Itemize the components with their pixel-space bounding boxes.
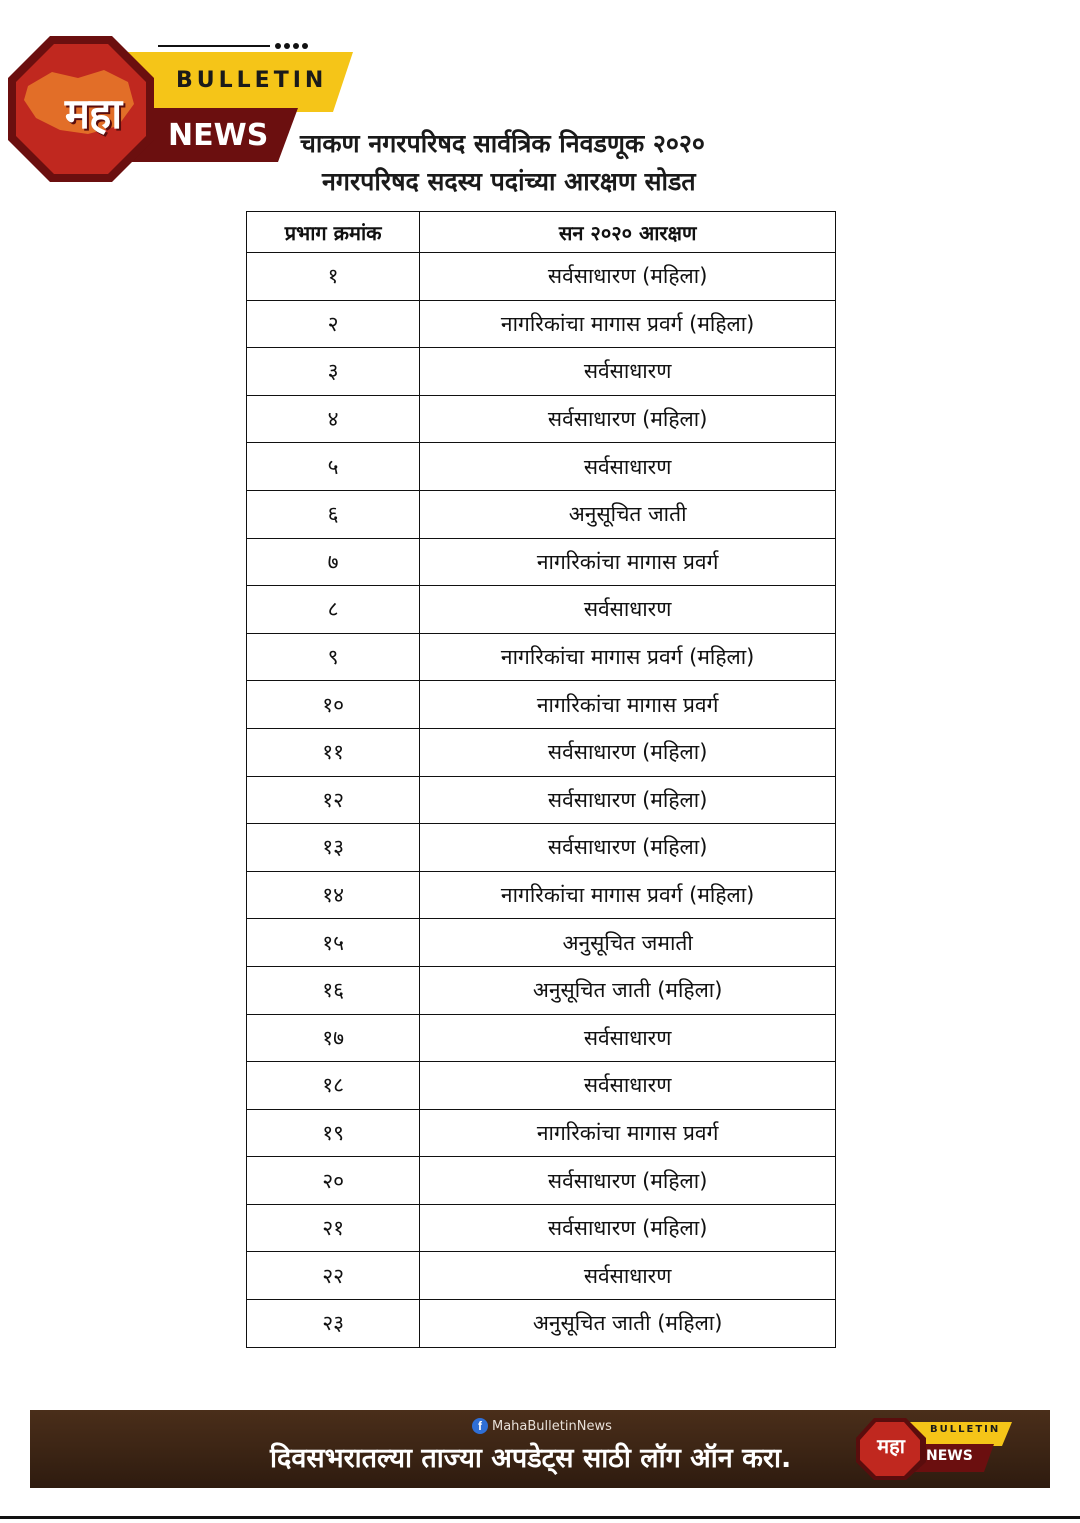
ward-number-cell: १० [247,681,420,729]
reservation-cell: सर्वसाधारण [420,443,836,491]
reservation-cell: नागरिकांचा मागास प्रवर्ग [420,1109,836,1157]
page-subtitle: नगरपरिषद सदस्य पदांच्या आरक्षण सोडत [322,167,696,196]
footer-logo-bulletin: BULLETIN [930,1424,1001,1435]
reservation-table [246,211,836,1348]
table-row [247,1252,836,1300]
footer-logo [856,1416,1016,1482]
ward-number-cell: १८ [247,1062,420,1110]
table-row [247,300,836,348]
ward-number-cell: १ [247,253,420,301]
reservation-cell: सर्वसाधारण [420,348,836,396]
reservation-cell: सर्वसाधारण (महिला) [420,395,836,443]
reservation-cell: अनुसूचित जाती (महिला) [420,1300,836,1348]
ward-number-cell: ६ [247,490,420,538]
ward-number-cell: ४ [247,395,420,443]
table-row [247,586,836,634]
ward-number-cell: २१ [247,1204,420,1252]
reservation-cell: सर्वसाधारण (महिला) [420,253,836,301]
ward-number-cell: १५ [247,919,420,967]
reservation-cell: अनुसूचित जाती (महिला) [420,966,836,1014]
table-row [247,1204,836,1252]
table-row [247,1062,836,1110]
table-row [247,348,836,396]
logo-maha-text: महा [64,89,122,138]
ward-number-cell: १२ [247,776,420,824]
header-reservation: सन २०२० आरक्षण [420,212,836,253]
table-row [247,728,836,776]
reservation-cell: नागरिकांचा मागास प्रवर्ग (महिला) [420,300,836,348]
table-row [247,919,836,967]
ward-number-cell: ८ [247,586,420,634]
facebook-icon: f [472,1418,488,1434]
reservation-cell: अनुसूचित जाती [420,490,836,538]
ward-number-cell: ९ [247,633,420,681]
reservation-cell: नागरिकांचा मागास प्रवर्ग (महिला) [420,871,836,919]
table-row [247,253,836,301]
ward-number-cell: १७ [247,1014,420,1062]
ward-number-cell: ७ [247,538,420,586]
ward-number-cell: १९ [247,1109,420,1157]
table-row [247,1109,836,1157]
reservation-cell: सर्वसाधारण [420,586,836,634]
ward-number-cell: १६ [247,966,420,1014]
table-row [247,776,836,824]
ward-number-cell: १४ [247,871,420,919]
reservation-cell: सर्वसाधारण [420,1252,836,1300]
reservation-cell: अनुसूचित जमाती [420,919,836,967]
footer-message: दिवसभरातल्या ताज्या अपडेट्स साठी लॉग ऑन करा. [270,1443,792,1474]
table-row [247,538,836,586]
footer-banner [30,1410,1050,1488]
table-row [247,1014,836,1062]
maha-bulletin-logo [8,34,358,184]
reservation-cell: सर्वसाधारण (महिला) [420,824,836,872]
table-header-row [247,212,836,253]
ward-number-cell: ११ [247,728,420,776]
ward-number-cell: ५ [247,443,420,491]
footer-logo-news: NEWS [926,1448,973,1464]
bottom-divider [0,1516,1080,1519]
facebook-link[interactable] [472,1418,612,1434]
table-row [247,871,836,919]
ward-number-cell: २३ [247,1300,420,1348]
ward-number-cell: १३ [247,824,420,872]
table-row [247,824,836,872]
footer-logo-maha: महा [877,1434,905,1458]
table-row [247,1300,836,1348]
ward-number-cell: २० [247,1157,420,1205]
reservation-cell: सर्वसाधारण (महिला) [420,776,836,824]
table-row [247,681,836,729]
reservation-cell: नागरिकांचा मागास प्रवर्ग [420,538,836,586]
logo-bulletin-text: BULLETIN [176,68,328,93]
table-row [247,966,836,1014]
reservation-cell: सर्वसाधारण (महिला) [420,728,836,776]
table-row [247,633,836,681]
reservation-cell: सर्वसाधारण (महिला) [420,1157,836,1205]
reservation-cell: नागरिकांचा मागास प्रवर्ग (महिला) [420,633,836,681]
page-title: चाकण नगरपरिषद सार्वत्रिक निवडणूक २०२० [300,129,705,158]
table-row [247,443,836,491]
logo-news-text: NEWS [168,118,269,153]
header-ward-number: प्रभाग क्रमांक [247,212,420,253]
facebook-handle: MahaBulletinNews [492,1418,612,1434]
ward-number-cell: ३ [247,348,420,396]
reservation-cell: सर्वसाधारण (महिला) [420,1204,836,1252]
table-row [247,395,836,443]
reservation-cell: नागरिकांचा मागास प्रवर्ग [420,681,836,729]
table-row [247,490,836,538]
ward-number-cell: २२ [247,1252,420,1300]
reservation-cell: सर्वसाधारण [420,1014,836,1062]
ward-number-cell: २ [247,300,420,348]
reservation-cell: सर्वसाधारण [420,1062,836,1110]
table-row [247,1157,836,1205]
